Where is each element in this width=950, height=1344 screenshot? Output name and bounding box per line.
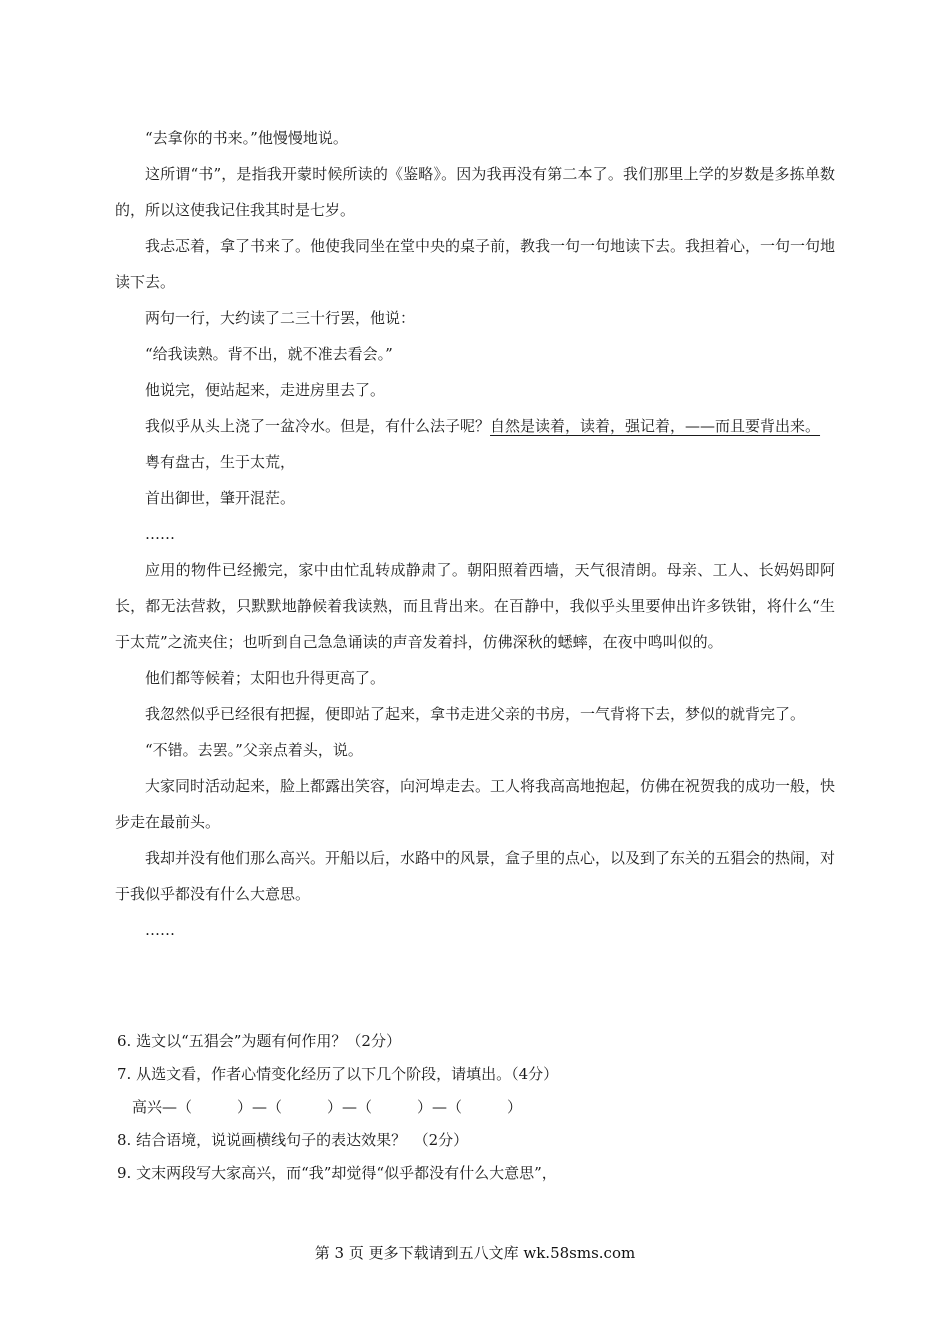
- paragraph: “不错。去罢。”父亲点着头，说。: [145, 741, 363, 759]
- poem-line: 首出御世，肇开混茫。: [145, 489, 296, 507]
- question-8: 8. 结合语境，说说画横线句子的表达效果？ （2分）: [117, 1131, 469, 1149]
- paragraph: 两句一行，大约读了二三十行罢，他说：: [145, 309, 416, 327]
- ellipsis: ……: [145, 525, 175, 543]
- poem-line: 粤有盘古，生于太荒，: [145, 453, 296, 471]
- passage: [115, 120, 835, 948]
- underlined-sentence: 自然是读着，读着，强记着，——而且要背出来。: [490, 417, 821, 435]
- paragraph: 我忐忑着，拿了书来了。他使我同坐在堂中央的桌子前，教我一句一句地读下去。我担着心，一句一句地读下去。: [115, 237, 836, 291]
- ellipsis: ……: [145, 921, 175, 939]
- paragraph: 应用的物件已经搬完，家中由忙乱转成静肃了。朝阳照着西墙，天气很清朗。母亲、工人、长妈妈即阿长，都无法营救，只默默地静候着我读熟，而且背出来。在百静中，我似乎头里要伸出许多铁钳，将什么“生于太荒”之流夹住；也听到自己急急诵读的声音发着抖，仿佛深秋的蟋蟀，在夜中鸣叫似的。: [115, 561, 835, 651]
- question-6: 6. 选文以“五猖会”为题有何作用？（2分）: [117, 1032, 401, 1050]
- paragraph: 他们都等候着；太阳也升得更高了。: [145, 669, 386, 687]
- paragraph: 我却并没有他们那么高兴。开船以后，水路中的风景，盒子里的点心，以及到了东关的五猖会的热闹，对于我似乎都没有什么大意思。: [115, 849, 836, 903]
- questions: [117, 1025, 837, 1190]
- underlined-paragraph: [115, 408, 835, 444]
- paragraph: “去拿你的书来。”他慢慢地说。: [145, 129, 348, 147]
- paragraph-text: 我似乎从头上浇了一盆冷水。但是，有什么法子呢？: [145, 417, 491, 435]
- paragraph: 大家同时活动起来，脸上都露出笑容，向河埠走去。工人将我高高地抱起，仿佛在祝贺我的成功一般，快步走在最前头。: [115, 777, 836, 831]
- paragraph: 我忽然似乎已经很有把握，便即站了起来，拿书走进父亲的书房，一气背将下去，梦似的就背完了。: [145, 705, 806, 723]
- question-9: 9. 文末两段写大家高兴，而“我”却觉得“似乎都没有什么大意思”，: [117, 1164, 557, 1182]
- paragraph: 这所谓“书”，是指我开蒙时候所读的《鉴略》。因为我再没有第二本了。我们那里上学的岁数是多拣单数的，所以这使我记住我其时是七岁。: [115, 165, 835, 219]
- question-7: 7. 从选文看，作者心情变化经历了以下几个阶段，请填出。（4分）: [117, 1065, 559, 1083]
- paragraph: “给我读熟。背不出，就不准去看会。”: [145, 345, 393, 363]
- question-7-blanks: 高兴—（ ）—（ ）—（ ）—（ ）: [132, 1098, 523, 1116]
- page-footer: 第 3 页 更多下载请到五八文库 wk.58sms.com: [314, 1244, 636, 1262]
- paragraph: 他说完，便站起来，走进房里去了。: [145, 381, 386, 399]
